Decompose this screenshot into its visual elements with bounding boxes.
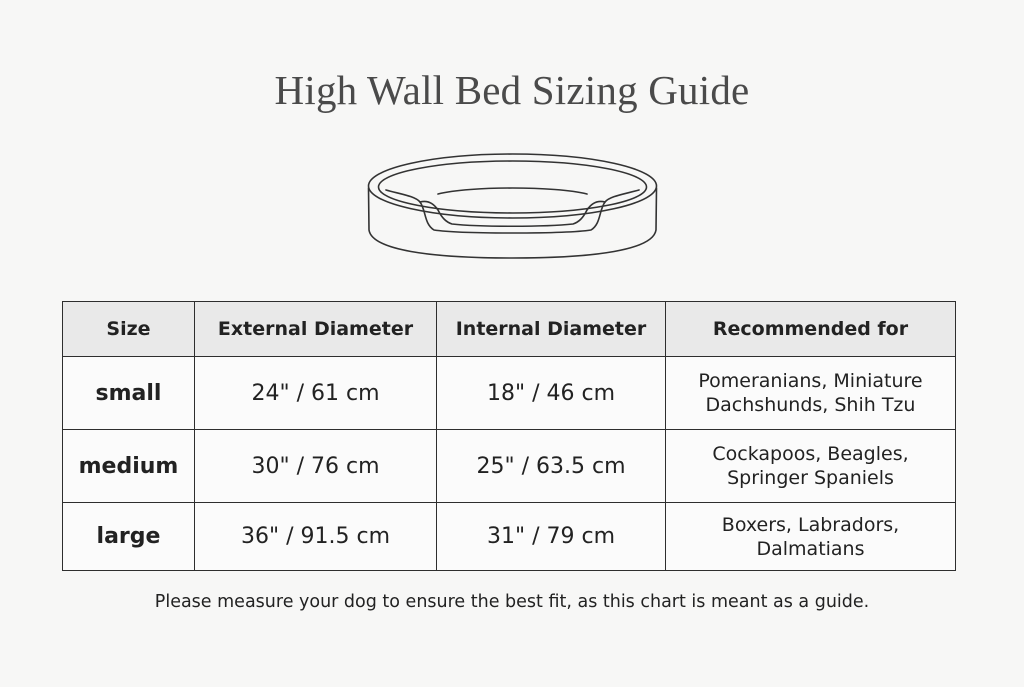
size-cell: medium [63,430,195,503]
internal-diameter-cell: 25" / 63.5 cm [437,430,666,503]
table-row [63,503,956,571]
recommended-cell [666,357,956,430]
header-size: Size [63,302,195,357]
recommended-line: Dalmatians [756,537,865,560]
recommended-cell [666,430,956,503]
table-header-row [63,302,956,357]
recommended-cell [666,503,956,571]
internal-diameter-cell: 18" / 46 cm [437,357,666,430]
header-internal-diameter: Internal Diameter [437,302,666,357]
header-external-diameter: External Diameter [195,302,437,357]
fit-note: Please measure your dog to ensure the best fit, as this chart is meant as a guide. [154,592,870,612]
external-diameter-cell: 24" / 61 cm [195,357,437,430]
recommended-line: Cockapoos, Beagles, [712,443,909,465]
header-recommended-for: Recommended for [666,302,956,357]
recommended-line: Pomeranians, Miniature [698,370,923,392]
external-diameter-cell: 36" / 91.5 cm [195,503,437,571]
internal-diameter-cell: 31" / 79 cm [437,503,666,571]
sizing-table [62,301,956,571]
dog-bed-icon [360,150,665,260]
recommended-line: Dachshunds, Shih Tzu [705,394,916,416]
page-title: High Wall Bed Sizing Guide [274,67,750,113]
external-diameter-cell: 30" / 76 cm [195,430,437,503]
table-row [63,430,956,503]
recommended-line: Springer Spaniels [727,467,894,489]
size-cell: small [63,357,195,430]
size-cell: large [63,503,195,571]
table-row [63,357,956,430]
recommended-line: Boxers, Labradors, [721,513,900,536]
